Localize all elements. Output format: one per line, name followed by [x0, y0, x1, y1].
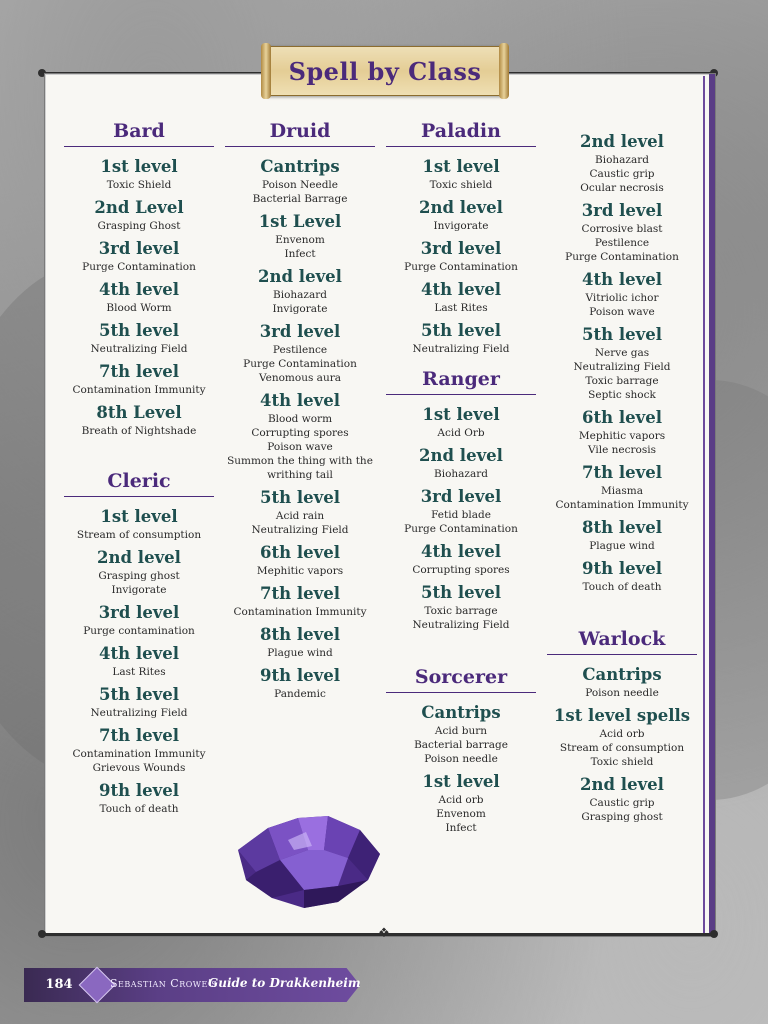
spell-name: Poison Needle: [261, 179, 339, 191]
spacer: [64, 438, 214, 462]
spell-name: Touch of death: [99, 803, 179, 815]
level-heading: 2nd level: [258, 267, 342, 286]
level-heading: 2nd level: [419, 446, 503, 465]
spell-name: Purge contamination: [83, 625, 195, 637]
spell-name: Bacterial Barrage: [252, 193, 348, 205]
spell-name: Plague wind: [589, 540, 655, 552]
spell-name: Toxic shield: [590, 756, 654, 768]
spell-name: Mephitic vapors: [256, 565, 344, 577]
level-heading: 1st level: [100, 507, 178, 526]
footer-book-title: Guide to Drakkenheim: [208, 976, 361, 990]
spell-name: Mephitic vapors: [578, 430, 666, 442]
level-heading: 2nd level: [580, 132, 664, 151]
level-heading: 5th level: [99, 685, 179, 704]
spell-name: Corrupting spores: [251, 427, 349, 439]
spell-name: Neutralizing Field: [412, 619, 510, 631]
level-heading: 2nd level: [97, 548, 181, 567]
spell-name: Miasma: [601, 485, 643, 497]
level-heading: 3rd level: [98, 239, 180, 258]
spell-name: Summon the thing with the writhing tail: [227, 455, 373, 481]
spell-name: Invigorate: [272, 303, 328, 315]
level-heading: Cantrips: [260, 157, 340, 176]
spell-name: Nerve gas: [594, 347, 650, 359]
spell-name: Neutralizing Field: [90, 707, 188, 719]
spell-name: Infect: [445, 822, 477, 834]
spell-name: Acid orb: [599, 728, 645, 740]
level-heading: 2nd level: [580, 775, 664, 794]
level-heading: 4th level: [260, 391, 340, 410]
level-heading: 5th level: [582, 325, 662, 344]
level-heading: 1st level: [422, 405, 500, 424]
spell-name: Toxic barrage: [424, 605, 498, 617]
spell-name: Last Rites: [112, 666, 166, 678]
footer-author: Sebastian Crowe's: [110, 977, 218, 990]
spell-name: Bacterial barrage: [414, 739, 508, 751]
level-heading: 7th level: [582, 463, 662, 482]
spacer: [547, 594, 697, 620]
spell-name: Corrosive blast: [581, 223, 663, 235]
level-heading: 7th level: [99, 726, 179, 745]
spell-name: Pandemic: [274, 688, 326, 700]
spell-name: Poison needle: [585, 687, 659, 699]
level-heading: 2nd level: [419, 198, 503, 217]
level-heading: 7th level: [99, 362, 179, 381]
spell-name: Ocular necrosis: [580, 182, 664, 194]
spell-name: Acid rain: [275, 510, 325, 522]
spell-name: Contamination Immunity: [72, 384, 206, 396]
spell-name: Blood worm: [267, 413, 333, 425]
spell-name: Stream of consumption: [76, 529, 202, 541]
spell-name: Infect: [284, 248, 316, 260]
spell-name: Caustic grip: [589, 168, 655, 180]
spell-name: Poison needle: [424, 753, 498, 765]
spell-name: Neutralizing Field: [573, 361, 671, 373]
spell-name: Corrupting spores: [412, 564, 510, 576]
spell-name: Acid orb: [438, 794, 484, 806]
spell-name: Grasping ghost: [581, 811, 663, 823]
spell-name: Toxic Shield: [106, 179, 172, 191]
spell-name: Contamination Immunity: [555, 499, 689, 511]
level-heading: 4th level: [99, 280, 179, 299]
spell-name: Toxic barrage: [585, 375, 659, 387]
spell-name: Blood Worm: [106, 302, 172, 314]
spell-name: Purge Contamination: [404, 261, 518, 273]
class-heading: Warlock: [547, 628, 697, 655]
class-heading: Cleric: [64, 470, 214, 497]
page-number: 184: [45, 977, 73, 992]
level-heading: Cantrips: [582, 665, 662, 684]
spell-name: Breath of Nightshade: [81, 425, 197, 437]
level-heading: 9th level: [260, 666, 340, 685]
level-heading: 8th Level: [96, 403, 182, 422]
spell-name: Last Rites: [434, 302, 488, 314]
spell-name: Touch of death: [582, 581, 662, 593]
level-heading: Cantrips: [421, 703, 501, 722]
page-title: Spell by Class: [288, 56, 482, 86]
column-3: [386, 112, 536, 835]
spell-name: Biohazard: [595, 154, 649, 166]
level-heading: 1st Level: [258, 212, 342, 231]
spell-name: Contamination Immunity: [72, 748, 206, 760]
spell-name: Biohazard: [434, 468, 488, 480]
level-heading: 6th level: [582, 408, 662, 427]
level-heading: 4th level: [582, 270, 662, 289]
column-2: [225, 112, 375, 701]
spell-name: Invigorate: [111, 584, 167, 596]
level-heading: 5th level: [260, 488, 340, 507]
spell-name: Venomous aura: [259, 372, 341, 384]
spell-name: Pestilence: [272, 344, 328, 356]
level-heading: 9th level: [99, 781, 179, 800]
level-heading: 3rd level: [259, 322, 341, 341]
spell-name: Septic shock: [588, 389, 656, 401]
class-heading: Sorcerer: [386, 666, 536, 693]
level-heading: 1st level spells: [553, 706, 691, 725]
spell-name: Neutralizing Field: [412, 343, 510, 355]
spell-name: Biohazard: [273, 289, 327, 301]
spell-name: Grasping Ghost: [97, 220, 181, 232]
spacer: [386, 632, 536, 658]
spell-name: Envenom: [436, 808, 486, 820]
spacer: [386, 356, 536, 360]
crystal-illustration: [228, 810, 388, 910]
spell-name: Grasping ghost: [98, 570, 180, 582]
level-heading: 4th level: [421, 542, 501, 561]
level-heading: 9th level: [582, 559, 662, 578]
class-heading: Bard: [64, 120, 214, 147]
level-heading: 3rd level: [420, 487, 502, 506]
spell-name: Acid Orb: [437, 427, 485, 439]
level-heading: 1st level: [100, 157, 178, 176]
spell-name: Envenom: [275, 234, 325, 246]
spell-name: Purge Contamination: [404, 523, 518, 535]
spell-name: Poison wave: [267, 441, 333, 453]
level-heading: 4th level: [421, 280, 501, 299]
level-heading: 5th level: [99, 321, 179, 340]
level-heading: 1st level: [422, 157, 500, 176]
level-heading: 8th level: [260, 625, 340, 644]
bottom-ornament-icon: ❖: [378, 926, 390, 941]
spell-name: Acid burn: [434, 725, 488, 737]
spell-name: Neutralizing Field: [90, 343, 188, 355]
spacer: [547, 112, 697, 126]
spell-name: Invigorate: [433, 220, 489, 232]
column-1: [64, 112, 214, 816]
spell-name: Neutralizing Field: [251, 524, 349, 536]
spell-name: Contamination Immunity: [233, 606, 367, 618]
rod-cap: [710, 930, 718, 938]
class-heading: Druid: [225, 120, 375, 147]
spell-name: Plague wind: [267, 647, 333, 659]
spell-name: Purge Contamination: [243, 358, 357, 370]
level-heading: 3rd level: [581, 201, 663, 220]
spell-name: Stream of consumption: [559, 742, 685, 754]
spell-name: Toxic shield: [429, 179, 493, 191]
level-heading: 5th level: [421, 321, 501, 340]
spell-name: Grievous Wounds: [92, 762, 186, 774]
rod-cap: [38, 930, 46, 938]
spell-name: Purge Contamination: [565, 251, 679, 263]
column-4: [547, 112, 697, 824]
spell-name: Vitriolic ichor: [585, 292, 659, 304]
level-heading: 6th level: [260, 543, 340, 562]
spell-name: Poison wave: [589, 306, 655, 318]
level-heading: 4th level: [99, 644, 179, 663]
spell-name: Pestilence: [594, 237, 650, 249]
level-heading: 3rd level: [420, 239, 502, 258]
title-scroll: [268, 46, 502, 96]
spell-name: Purge Contamination: [82, 261, 196, 273]
level-heading: 1st level: [422, 772, 500, 791]
spell-name: Vile necrosis: [588, 444, 656, 456]
level-heading: 8th level: [582, 518, 662, 537]
class-heading: Paladin: [386, 120, 536, 147]
level-heading: 7th level: [260, 584, 340, 603]
class-heading: Ranger: [386, 368, 536, 395]
level-heading: 2nd Level: [94, 198, 184, 217]
level-heading: 5th level: [421, 583, 501, 602]
spell-name: Fetid blade: [431, 509, 491, 521]
level-heading: 3rd level: [98, 603, 180, 622]
spell-name: Caustic grip: [589, 797, 655, 809]
